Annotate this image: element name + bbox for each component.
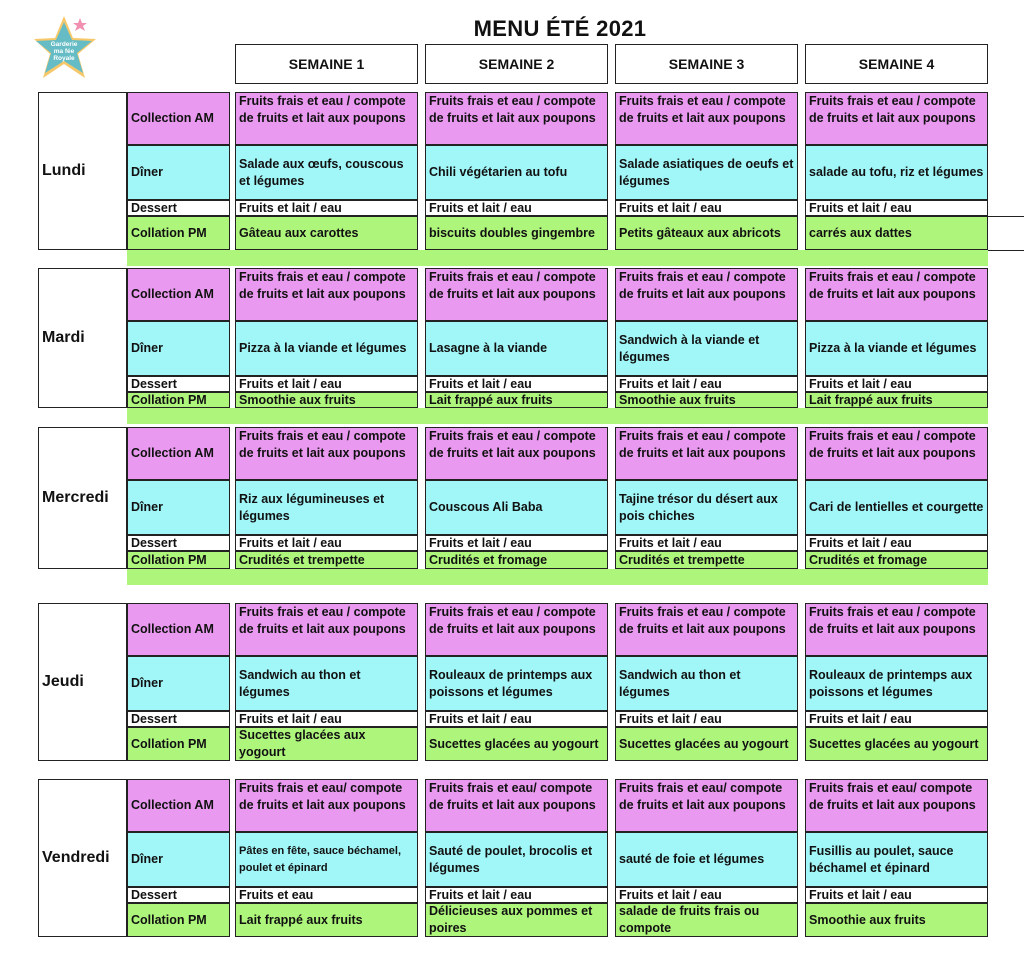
menu-cell-pm-text: Petits gâteaux aux abricots [619, 225, 781, 240]
row-label-am-text: Collection AM [131, 622, 214, 636]
menu-cell-dessert-text: Fruits et lait / eau [619, 376, 722, 391]
menu-cell-pm-text: Délicieuses aux pommes et poires [429, 904, 593, 935]
menu-cell-diner-text: Sandwich au thon et légumes [239, 667, 361, 699]
menu-cell-am [615, 779, 798, 832]
row-label-pm-text: Collation PM [131, 392, 207, 407]
week-header-2 [425, 44, 608, 84]
menu-cell-dessert-text: Fruits et lait / eau [429, 200, 532, 215]
menu-cell-diner-text: Salade asiatiques de oeufs et légumes [619, 156, 794, 188]
row-label-diner [127, 656, 230, 711]
menu-cell-diner [235, 832, 418, 887]
row-label-diner [127, 832, 230, 887]
menu-cell-dessert-text: Fruits et lait / eau [809, 887, 912, 902]
menu-cell-pm [615, 727, 798, 761]
menu-cell-diner-text: Pâtes en fête, sauce béchamel, poulet et épinard [239, 844, 402, 874]
menu-cell-am-text: Fruits frais et eau/ compote de fruits et lait aux poupons [619, 781, 786, 812]
row-label-am-text: Collection AM [131, 798, 214, 812]
row-label-dessert-text: Dessert [131, 887, 177, 902]
day-name-lundi-text: Lundi [42, 162, 86, 179]
menu-cell-diner-text: sauté de foie et légumes [619, 852, 765, 866]
menu-cell-am-text: Fruits frais et eau/ compote de fruits et lait aux poupons [429, 781, 596, 812]
row-label-diner-text: Dîner [131, 341, 163, 355]
menu-cell-dessert [235, 376, 418, 392]
menu-cell-dessert [425, 535, 608, 551]
menu-cell-am-text: Fruits frais et eau / compote de fruits et lait aux poupons [619, 605, 786, 636]
menu-cell-pm [805, 216, 988, 250]
menu-cell-am [805, 779, 988, 832]
menu-cell-dessert-text: Fruits et lait / eau [429, 887, 532, 902]
menu-cell-diner [615, 832, 798, 887]
menu-cell-pm [805, 903, 988, 937]
menu-cell-dessert [615, 711, 798, 727]
spacer-strip [127, 408, 988, 424]
row-label-am [127, 779, 230, 832]
menu-cell-dessert-text: Fruits et lait / eau [619, 887, 722, 902]
row-label-pm-text: Collation PM [131, 912, 207, 927]
menu-cell-pm-text: Smoothie aux fruits [809, 912, 926, 927]
menu-cell-pm [425, 903, 608, 937]
row-label-pm [127, 551, 230, 569]
day-name-mercredi-text: Mercredi [42, 489, 109, 506]
menu-cell-pm [805, 392, 988, 408]
menu-cell-am [425, 603, 608, 656]
menu-cell-dessert [235, 887, 418, 903]
menu-cell-diner-text: Sandwich au thon et légumes [619, 667, 741, 699]
row-label-dessert-text: Dessert [131, 200, 177, 215]
row-label-am-text: Collection AM [131, 111, 214, 125]
week-header-3-text: SEMAINE 3 [668, 56, 745, 72]
menu-cell-pm-text: Lait frappé aux fruits [809, 392, 933, 407]
menu-cell-am-text: Fruits frais et eau / compote de fruits et lait aux poupons [619, 94, 786, 125]
menu-cell-dessert-text: Fruits et lait / eau [429, 535, 532, 550]
menu-cell-diner [805, 145, 988, 200]
menu-cell-am [425, 268, 608, 321]
menu-cell-pm [235, 727, 418, 761]
menu-cell-pm-text: Sucettes glacées au yogourt [619, 736, 789, 751]
menu-cell-am-text: Fruits frais et eau / compote de fruits et lait aux poupons [239, 429, 406, 460]
menu-cell-diner-text: Sauté de poulet, brocolis et légumes [429, 843, 593, 875]
menu-cell-diner [805, 656, 988, 711]
menu-cell-pm-text: Sucettes glacées aux yogourt [239, 728, 366, 759]
menu-cell-pm [805, 551, 988, 569]
menu-cell-diner [235, 656, 418, 711]
week-header-1-text: SEMAINE 1 [288, 56, 365, 72]
menu-cell-dessert [805, 711, 988, 727]
row-label-pm-text: Collation PM [131, 736, 207, 751]
row-label-diner-text: Dîner [131, 676, 163, 690]
row-label-dessert [127, 711, 230, 727]
menu-cell-pm-text: Smoothie aux fruits [239, 392, 356, 407]
row-label-pm-text: Collation PM [131, 225, 207, 240]
menu-cell-diner-text: Fusillis au poulet, sauce béchamel et épinard [809, 843, 954, 875]
menu-cell-pm-text: Gâteau aux carottes [239, 225, 359, 240]
menu-cell-pm [615, 392, 798, 408]
menu-cell-am-text: Fruits frais et eau / compote de fruits et lait aux poupons [619, 270, 786, 301]
row-label-diner [127, 480, 230, 535]
row-label-dessert [127, 376, 230, 392]
svg-text:ma fée: ma fée [53, 48, 75, 55]
row-label-diner-text: Dîner [131, 852, 163, 866]
menu-cell-pm [425, 392, 608, 408]
menu-cell-am-text: Fruits frais et eau / compote de fruits et lait aux poupons [429, 94, 596, 125]
menu-cell-dessert [615, 376, 798, 392]
menu-cell-am [805, 92, 988, 145]
menu-cell-diner [425, 480, 608, 535]
menu-cell-diner-text: Sandwich à la viande et légumes [619, 332, 760, 364]
menu-cell-diner-text: salade au tofu, riz et légumes [809, 165, 984, 179]
menu-cell-dessert [425, 887, 608, 903]
menu-cell-dessert [425, 376, 608, 392]
menu-cell-diner [615, 480, 798, 535]
menu-cell-dessert [615, 535, 798, 551]
menu-cell-dessert [805, 535, 988, 551]
menu-cell-pm-text: Crudités et trempette [619, 552, 745, 567]
menu-cell-am-text: Fruits frais et eau / compote de fruits et lait aux poupons [809, 605, 976, 636]
menu-cell-diner [805, 321, 988, 376]
menu-cell-diner-text: Cari de lentielles et courgette [809, 500, 984, 514]
row-label-diner [127, 145, 230, 200]
menu-cell-am-text: Fruits frais et eau / compote de fruits et lait aux poupons [619, 429, 786, 460]
star-logo-icon [34, 12, 98, 86]
day-name-vendredi [38, 779, 127, 937]
menu-cell-dessert [235, 711, 418, 727]
menu-cell-diner [425, 832, 608, 887]
divider [988, 216, 1024, 217]
menu-cell-am-text: Fruits frais et eau / compote de fruits et lait aux poupons [429, 605, 596, 636]
row-label-dessert-text: Dessert [131, 376, 177, 391]
row-label-dessert [127, 200, 230, 216]
menu-cell-diner [425, 145, 608, 200]
menu-cell-am [235, 427, 418, 480]
divider [988, 250, 1024, 251]
menu-cell-diner-text: Pizza à la viande et légumes [239, 341, 407, 355]
menu-cell-dessert-text: Fruits et lait / eau [619, 711, 722, 726]
menu-cell-am [235, 779, 418, 832]
menu-cell-pm-text: carrés aux dattes [809, 225, 912, 240]
day-name-jeudi [38, 603, 127, 761]
menu-cell-diner-text: Chili végétarien au tofu [429, 165, 568, 179]
menu-cell-pm-text: Lait frappé aux fruits [239, 912, 363, 927]
menu-cell-dessert [425, 711, 608, 727]
menu-cell-dessert [235, 535, 418, 551]
day-name-mercredi [38, 427, 127, 569]
menu-cell-dessert [805, 376, 988, 392]
menu-cell-am-text: Fruits frais et eau/ compote de fruits et lait aux poupons [239, 781, 406, 812]
spacer-strip [127, 569, 988, 585]
menu-cell-pm [235, 216, 418, 250]
page-title: MENU ÉTÉ 2021 [473, 16, 647, 41]
menu-cell-pm-text: biscuits doubles gingembre [429, 225, 595, 240]
menu-cell-pm-text: Smoothie aux fruits [619, 392, 736, 407]
menu-cell-am [235, 268, 418, 321]
menu-cell-dessert [615, 200, 798, 216]
menu-cell-diner-text: Couscous Ali Baba [429, 500, 543, 514]
menu-cell-am [425, 779, 608, 832]
row-label-dessert-text: Dessert [131, 535, 177, 550]
menu-cell-am [235, 92, 418, 145]
menu-cell-diner [615, 145, 798, 200]
row-label-dessert-text: Dessert [131, 711, 177, 726]
menu-cell-diner-text: Tajine trésor du désert aux pois chiches [619, 491, 778, 523]
row-label-dessert [127, 535, 230, 551]
week-header-4-text: SEMAINE 4 [858, 56, 935, 72]
menu-cell-pm-text: Sucettes glacées au yogourt [429, 736, 599, 751]
menu-cell-diner [615, 321, 798, 376]
row-label-am [127, 92, 230, 145]
menu-cell-am-text: Fruits frais et eau / compote de fruits et lait aux poupons [239, 270, 406, 301]
week-header-3 [615, 44, 798, 84]
menu-cell-diner [615, 656, 798, 711]
menu-cell-am [425, 427, 608, 480]
svg-text:Royale: Royale [53, 55, 75, 62]
menu-cell-dessert-text: Fruits et lait / eau [619, 200, 722, 215]
menu-cell-am-text: Fruits frais et eau / compote de fruits et lait aux poupons [429, 429, 596, 460]
week-header-4 [805, 44, 988, 84]
row-label-am [127, 603, 230, 656]
menu-cell-pm [805, 727, 988, 761]
spacer-strip [127, 250, 988, 266]
day-name-mardi-text: Mardi [42, 329, 85, 346]
menu-cell-pm [615, 903, 798, 937]
menu-cell-dessert-text: Fruits et lait / eau [239, 535, 342, 550]
row-label-pm [127, 903, 230, 937]
menu-cell-dessert-text: Fruits et lait / eau [429, 376, 532, 391]
row-label-diner-text: Dîner [131, 500, 163, 514]
row-label-pm [127, 392, 230, 408]
menu-cell-dessert-text: Fruits et lait / eau [809, 376, 912, 391]
menu-cell-pm [235, 551, 418, 569]
menu-cell-am-text: Fruits frais et eau / compote de fruits et lait aux poupons [429, 270, 596, 301]
menu-cell-am [615, 427, 798, 480]
menu-cell-am [615, 603, 798, 656]
menu-cell-dessert-text: Fruits et lait / eau [809, 711, 912, 726]
menu-cell-am-text: Fruits frais et eau / compote de fruits et lait aux poupons [239, 94, 406, 125]
row-label-am-text: Collection AM [131, 446, 214, 460]
row-label-am [127, 427, 230, 480]
menu-cell-pm-text: Crudités et fromage [429, 552, 548, 567]
row-label-diner [127, 321, 230, 376]
menu-cell-dessert-text: Fruits et lait / eau [239, 376, 342, 391]
menu-cell-diner [425, 321, 608, 376]
menu-cell-dessert-text: Fruits et lait / eau [239, 200, 342, 215]
row-label-pm [127, 216, 230, 250]
menu-cell-diner-text: Rouleaux de printemps aux poissons et légumes [429, 667, 593, 699]
menu-cell-pm-text: Sucettes glacées au yogourt [809, 736, 979, 751]
menu-cell-am [805, 427, 988, 480]
menu-cell-pm-text: salade de fruits frais ou compote [619, 904, 760, 935]
menu-cell-diner [425, 656, 608, 711]
menu-cell-diner-text: Riz aux légumineuses et légumes [239, 491, 385, 523]
menu-cell-am-text: Fruits frais et eau / compote de fruits et lait aux poupons [809, 94, 976, 125]
menu-cell-diner-text: Salade aux œufs, couscous et légumes [239, 156, 404, 188]
menu-cell-dessert-text: Fruits et eau [239, 887, 314, 902]
week-header-2-text: SEMAINE 2 [478, 56, 555, 72]
menu-cell-dessert [425, 200, 608, 216]
menu-cell-dessert-text: Fruits et lait / eau [809, 200, 912, 215]
menu-cell-diner [235, 480, 418, 535]
svg-text:Garderie: Garderie [50, 41, 78, 48]
menu-cell-pm [235, 392, 418, 408]
menu-cell-dessert-text: Fruits et lait / eau [429, 711, 532, 726]
menu-cell-pm-text: Crudités et fromage [809, 552, 928, 567]
menu-cell-dessert [235, 200, 418, 216]
menu-cell-pm [235, 903, 418, 937]
menu-cell-pm [615, 216, 798, 250]
menu-cell-pm [425, 727, 608, 761]
menu-cell-diner [235, 145, 418, 200]
menu-cell-diner-text: Lasagne à la viande [429, 341, 548, 355]
row-label-am [127, 268, 230, 321]
menu-cell-diner [805, 832, 988, 887]
menu-cell-pm-text: Crudités et trempette [239, 552, 365, 567]
menu-cell-diner-text: Rouleaux de printemps aux poissons et légumes [809, 667, 973, 699]
menu-cell-pm [615, 551, 798, 569]
menu-cell-am [425, 92, 608, 145]
menu-cell-am [615, 268, 798, 321]
row-label-dessert [127, 887, 230, 903]
week-header-1 [235, 44, 418, 84]
menu-cell-dessert [805, 887, 988, 903]
day-name-lundi [38, 92, 127, 250]
menu-cell-dessert-text: Fruits et lait / eau [239, 711, 342, 726]
row-label-pm [127, 727, 230, 761]
menu-cell-pm-text: Lait frappé aux fruits [429, 392, 553, 407]
day-name-mardi [38, 268, 127, 408]
day-name-vendredi-text: Vendredi [42, 849, 110, 866]
row-label-diner-text: Dîner [131, 165, 163, 179]
menu-cell-am-text: Fruits frais et eau / compote de fruits et lait aux poupons [239, 605, 406, 636]
menu-cell-diner [805, 480, 988, 535]
menu-cell-dessert [805, 200, 988, 216]
menu-cell-am-text: Fruits frais et eau / compote de fruits et lait aux poupons [809, 429, 976, 460]
day-name-jeudi-text: Jeudi [42, 673, 84, 690]
menu-cell-dessert [615, 887, 798, 903]
menu-cell-dessert-text: Fruits et lait / eau [809, 535, 912, 550]
menu-cell-diner-text: Pizza à la viande et légumes [809, 341, 977, 355]
menu-cell-diner [235, 321, 418, 376]
menu-cell-am [805, 603, 988, 656]
menu-cell-am [615, 92, 798, 145]
menu-cell-am [235, 603, 418, 656]
menu-cell-pm [425, 216, 608, 250]
menu-cell-pm [425, 551, 608, 569]
menu-cell-dessert-text: Fruits et lait / eau [619, 535, 722, 550]
row-label-am-text: Collection AM [131, 287, 214, 301]
row-label-pm-text: Collation PM [131, 552, 207, 567]
menu-cell-am [805, 268, 988, 321]
menu-cell-am-text: Fruits frais et eau/ compote de fruits et lait aux poupons [809, 781, 976, 812]
menu-cell-am-text: Fruits frais et eau / compote de fruits et lait aux poupons [809, 270, 976, 301]
